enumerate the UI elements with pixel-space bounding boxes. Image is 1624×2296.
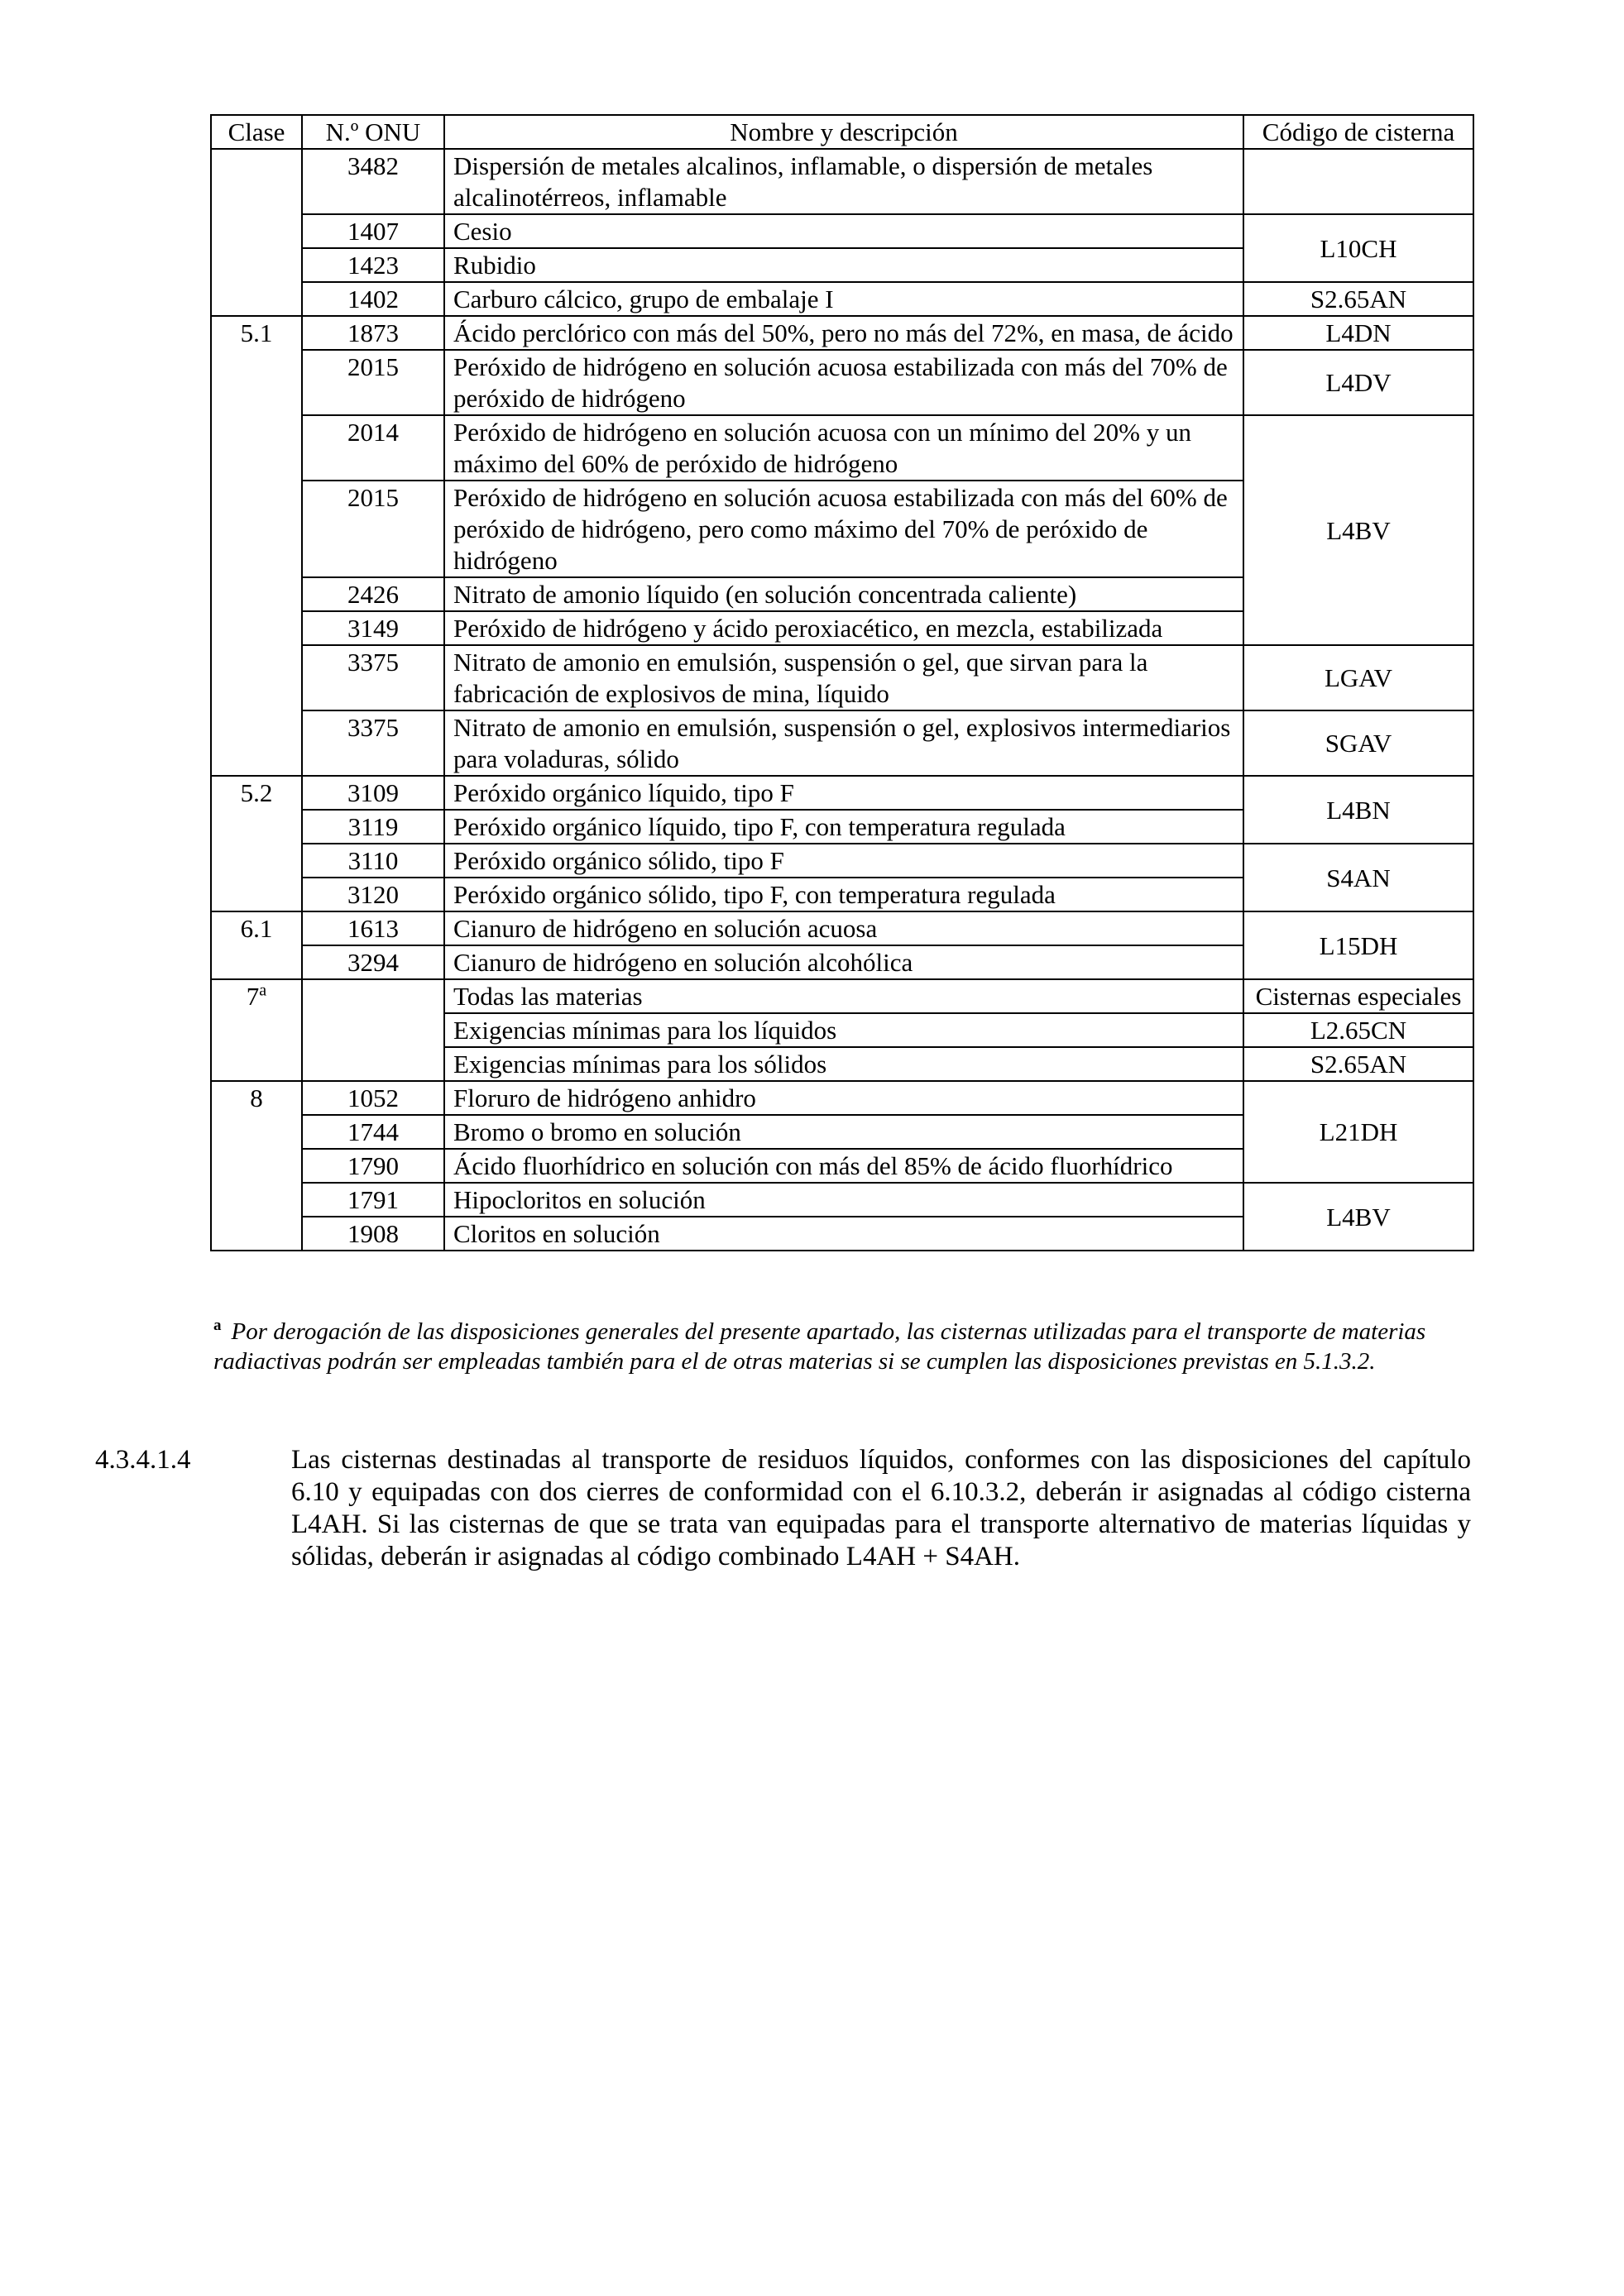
tank-code-cell: S2.65AN — [1243, 282, 1473, 316]
un-number-cell: 1744 — [302, 1115, 444, 1149]
footnote-mark: a — [213, 1317, 222, 1335]
un-number-cell: 1402 — [302, 282, 444, 316]
name-cell: Peróxido orgánico sólido, tipo F, con temperatura regulada — [444, 878, 1243, 911]
tank-code-cell: L10CH — [1243, 214, 1473, 282]
name-cell: Exigencias mínimas para los líquidos — [444, 1013, 1243, 1047]
un-number-cell: 3110 — [302, 844, 444, 878]
tank-code-cell: L21DH — [1243, 1081, 1473, 1183]
table-row — [211, 844, 1473, 878]
un-number-cell: 2015 — [302, 350, 444, 415]
name-cell: Ácido fluorhídrico en solución con más del 85% de ácido fluorhídrico — [444, 1149, 1243, 1183]
tank-code-table — [210, 114, 1474, 1251]
un-number-cell: 3294 — [302, 945, 444, 979]
name-cell: Peróxido orgánico líquido, tipo F, con temperatura regulada — [444, 810, 1243, 844]
name-cell: Cianuro de hidrógeno en solución alcohólica — [444, 945, 1243, 979]
name-cell: Nitrato de amonio líquido (en solución concentrada caliente) — [444, 577, 1243, 611]
table-row — [211, 645, 1473, 710]
tank-code-cell: L4DV — [1243, 350, 1473, 415]
name-cell: Cesio — [444, 214, 1243, 248]
clase-value: 7 — [246, 982, 260, 1011]
un-number-cell — [302, 979, 444, 1081]
clase-cell: 8 — [211, 1081, 302, 1251]
name-cell: Peróxido de hidrógeno en solución acuosa estabilizada con más del 70% de peróxido de hidrógeno — [444, 350, 1243, 415]
tank-code-cell: SGAV — [1243, 710, 1473, 776]
footnote-ref: a — [259, 981, 267, 1000]
footnote-text: Por derogación de las disposiciones generales del presente apartado, las cisternas utilizadas para el transporte de materias radiactivas podrán ser empleadas también para el de otras materias si se cumplen las disposiciones previstas en 5.1.3.2. — [213, 1318, 1426, 1375]
table-row — [211, 350, 1473, 415]
header-name-description: Nombre y descripción — [444, 115, 1243, 149]
un-number-cell: 1873 — [302, 316, 444, 350]
un-number-cell: 3109 — [302, 776, 444, 810]
un-number-cell: 3375 — [302, 710, 444, 776]
name-cell: Peróxido de hidrógeno en solución acuosa estabilizada con más del 60% de peróxido de hidrógeno, pero como máximo del 70% de peróxido de hidrógeno — [444, 481, 1243, 577]
un-number-cell: 3149 — [302, 611, 444, 645]
table-row — [211, 911, 1473, 945]
name-cell: Carburo cálcico, grupo de embalaje I — [444, 282, 1243, 316]
name-cell: Cianuro de hidrógeno en solución acuosa — [444, 911, 1243, 945]
un-number-cell: 1908 — [302, 1217, 444, 1251]
name-cell: Peróxido orgánico líquido, tipo F — [444, 776, 1243, 810]
tank-code-cell: L4BN — [1243, 776, 1473, 844]
name-cell: Peróxido de hidrógeno en solución acuosa con un mínimo del 20% y un máximo del 60% de peróxido de hidrógeno — [444, 415, 1243, 481]
clase-cell — [211, 979, 302, 1081]
un-number-cell: 3120 — [302, 878, 444, 911]
paragraph-number: 4.3.4.1.4 — [95, 1445, 191, 1475]
un-number-cell: 1791 — [302, 1183, 444, 1217]
table-row — [211, 316, 1473, 350]
table-row — [211, 415, 1473, 481]
tank-code-cell: LGAV — [1243, 645, 1473, 710]
table-row — [211, 1081, 1473, 1115]
table-row — [211, 710, 1473, 776]
clase-cell — [211, 149, 302, 316]
tank-code-cell: L15DH — [1243, 911, 1473, 979]
name-cell: Dispersión de metales alcalinos, inflamable, o dispersión de metales alcalinotérreos, inflamable — [444, 149, 1243, 214]
name-cell: Peróxido orgánico sólido, tipo F — [444, 844, 1243, 878]
table-row — [211, 979, 1473, 1013]
tank-code-cell: S2.65AN — [1243, 1047, 1473, 1081]
un-number-cell: 1407 — [302, 214, 444, 248]
tank-code-cell: L4DN — [1243, 316, 1473, 350]
un-number-cell: 2426 — [302, 577, 444, 611]
un-number-cell: 1423 — [302, 248, 444, 282]
tank-code-cell — [1243, 149, 1473, 214]
un-number-cell: 1613 — [302, 911, 444, 945]
un-number-cell: 2015 — [302, 481, 444, 577]
header-un-number: N.º ONU — [302, 115, 444, 149]
un-number-cell: 3119 — [302, 810, 444, 844]
header-clase: Clase — [211, 115, 302, 149]
paragraph-text: Las cisternas destinadas al transporte de residuos líquidos, conformes con las disposiciones del capítulo 6.10 y equipadas con dos cierres de conformidad con el 6.10.3.2, deberán ir asignadas al código cisterna L4AH. Si las cisternas de que se trata van equipadas para el transporte alternativo de materias líquidas y sólidas, deberán ir asignadas al código combinado L4AH + S4AH. — [291, 1445, 1471, 1571]
clase-cell: 6.1 — [211, 911, 302, 979]
tank-code-cell: L2.65CN — [1243, 1013, 1473, 1047]
tank-code-cell: Cisternas especiales — [1243, 979, 1473, 1013]
name-cell: Cloritos en solución — [444, 1217, 1243, 1251]
table-footnote — [213, 1317, 1479, 1376]
un-number-cell: 3375 — [302, 645, 444, 710]
table-row — [211, 776, 1473, 810]
un-number-cell: 1790 — [302, 1149, 444, 1183]
un-number-cell: 2014 — [302, 415, 444, 481]
name-cell: Peróxido de hidrógeno y ácido peroxiacético, en mezcla, estabilizada — [444, 611, 1243, 645]
name-cell: Hipocloritos en solución — [444, 1183, 1243, 1217]
name-cell: Floruro de hidrógeno anhidro — [444, 1081, 1243, 1115]
un-number-cell: 1052 — [302, 1081, 444, 1115]
name-cell: Nitrato de amonio en emulsión, suspensión o gel, que sirvan para la fabricación de explosivos de mina, líquido — [444, 645, 1243, 710]
header-tank-code: Código de cisterna — [1243, 115, 1473, 149]
name-cell: Bromo o bromo en solución — [444, 1115, 1243, 1149]
tank-code-cell: L4BV — [1243, 1183, 1473, 1251]
table-row — [211, 214, 1473, 248]
un-number-cell: 3482 — [302, 149, 444, 214]
clase-cell: 5.2 — [211, 776, 302, 911]
table-row — [211, 149, 1473, 214]
clase-cell: 5.1 — [211, 316, 302, 776]
name-cell: Rubidio — [444, 248, 1243, 282]
table-row — [211, 1183, 1473, 1217]
table-header-row — [211, 115, 1473, 149]
tank-code-cell: S4AN — [1243, 844, 1473, 911]
name-cell: Ácido perclórico con más del 50%, pero no más del 72%, en masa, de ácido — [444, 316, 1243, 350]
tank-code-cell: L4BV — [1243, 415, 1473, 645]
name-cell: Nitrato de amonio en emulsión, suspensión o gel, explosivos intermediarios para voladuras, sólido — [444, 710, 1243, 776]
name-cell: Exigencias mínimas para los sólidos — [444, 1047, 1243, 1081]
table-row — [211, 282, 1473, 316]
name-cell: Todas las materias — [444, 979, 1243, 1013]
